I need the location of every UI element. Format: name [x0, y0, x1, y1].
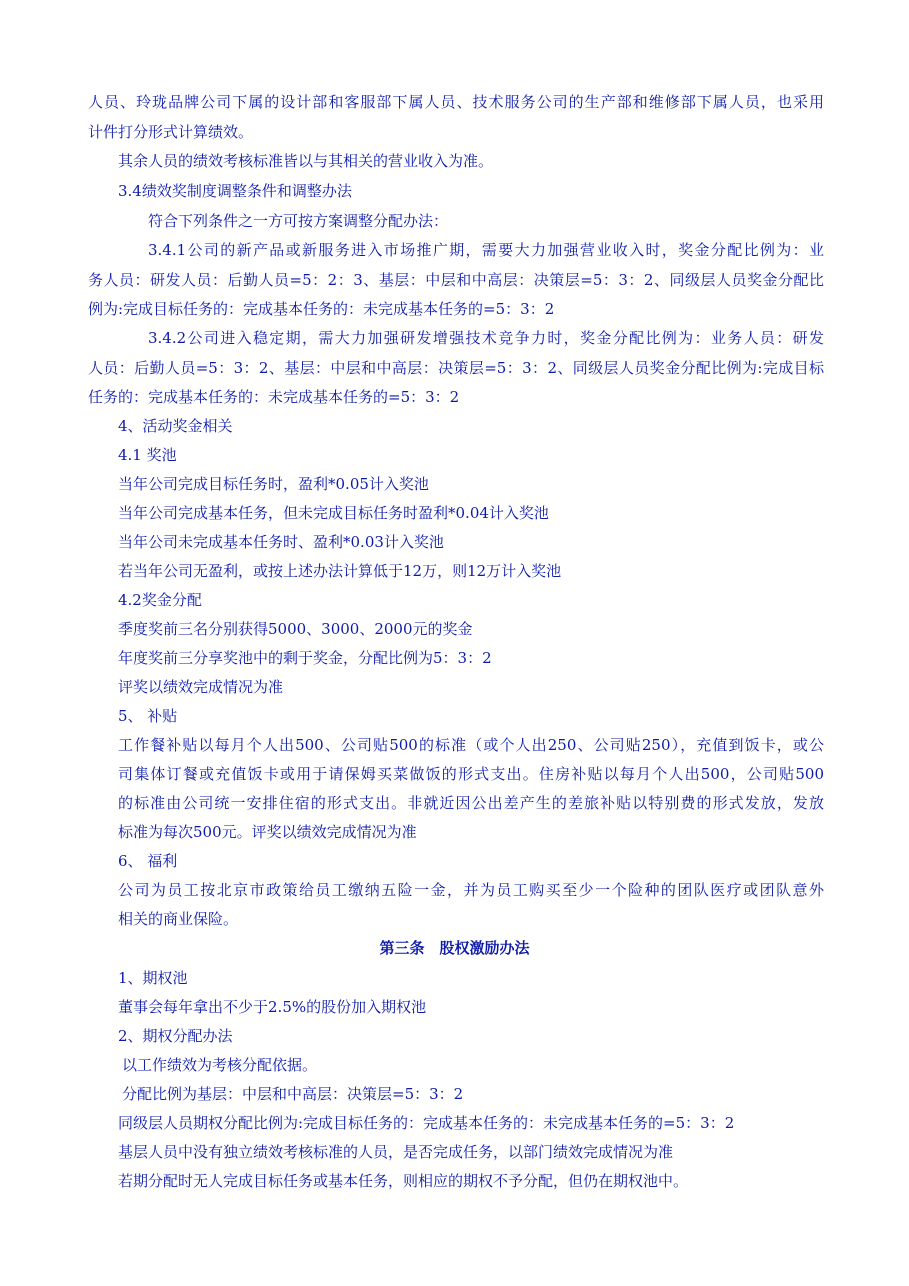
- paragraph-line: 3.4.2公司进入稳定期，需大力加强研发增强技术竞争力时，奖金分配比例为：业务人员：研发: [148, 329, 824, 347]
- paragraph-line: 标准为每次500元。评奖以绩效完成情况为准: [118, 823, 417, 841]
- paragraph-line: 若当年公司无盈利，或按上述办法计算低于12万，则12万计入奖池: [118, 562, 562, 580]
- paragraph-line: 公司为员工按北京市政策给员工缴纳五险一金，并为员工购买至少一个险种的团队医疗或团队意外: [118, 881, 824, 899]
- paragraph-line: 以工作绩效为考核分配依据。: [122, 1056, 318, 1074]
- article-heading: 第三条 股权激励办法: [379, 939, 530, 957]
- paragraph-line: 务人员：研发人员：后勤人员=5：2：3、基层：中层和中高层：决策层=5：3：2、同级层人员奖金分配比: [88, 271, 824, 289]
- paragraph-line: 董事会每年拿出不少于2.5%的股份加入期权池: [118, 998, 427, 1016]
- section-title: 3.4绩效奖制度调整条件和调整办法: [118, 182, 352, 200]
- paragraph-line: 当年公司未完成基本任务时、盈利*0.03计入奖池: [118, 533, 444, 551]
- section-title: 1、期权池: [118, 969, 188, 987]
- section-title: 4.1 奖池: [118, 446, 177, 464]
- paragraph-line: 人员、玲珑品牌公司下属的设计部和客服部下属人员、技术服务公司的生产部和维修部下属人员，也采用: [88, 93, 824, 111]
- section-title: 4.2奖金分配: [118, 591, 202, 609]
- paragraph-line: 相关的商业保险。: [118, 910, 239, 928]
- paragraph-line: 年度奖前三分享奖池中的剩于奖金，分配比例为5：3：2: [118, 649, 492, 667]
- section-title: 2、期权分配办法: [118, 1027, 233, 1045]
- paragraph-line: 当年公司完成基本任务，但未完成目标任务时盈利*0.04计入奖池: [118, 504, 549, 522]
- paragraph-line: 计件打分形式计算绩效。: [88, 123, 254, 141]
- section-title: 4、活动奖金相关: [118, 417, 233, 435]
- paragraph-line: 工作餐补贴以每月个人出500、公司贴500的标准（或个人出250、公司贴250），充值到饭卡，或公: [118, 736, 824, 754]
- paragraph-line: 同级层人员期权分配比例为:完成目标任务的：完成基本任务的：未完成基本任务的=5：3：2: [118, 1114, 735, 1132]
- paragraph-line: 分配比例为基层：中层和中高层：决策层=5：3：2: [122, 1085, 464, 1103]
- paragraph-line: 的标准由公司统一安排住宿的形式支出。非就近因公出差产生的差旅补贴以特别费的形式发放，发放: [118, 794, 824, 812]
- paragraph-line: 3.4.1公司的新产品或新服务进入市场推广期，需要大力加强营业收入时，奖金分配比例为：业: [148, 241, 824, 259]
- paragraph-line: 评奖以绩效完成情况为准: [118, 678, 284, 696]
- section-title: 6、 福利: [118, 852, 178, 870]
- paragraph-line: 人员：后勤人员=5：3：2、基层：中层和中高层：决策层=5：3：2、同级层人员奖金分配比例为:完成目标: [88, 359, 824, 377]
- paragraph-line: 若期分配时无人完成目标任务或基本任务，则相应的期权不予分配，但仍在期权池中。: [118, 1172, 689, 1190]
- paragraph-line: 基层人员中没有独立绩效考核标准的人员，是否完成任务，以部门绩效完成情况为准: [118, 1143, 674, 1161]
- paragraph-line: 其余人员的绩效考核标准皆以与其相关的营业收入为准。: [118, 152, 494, 170]
- paragraph-line: 例为:完成目标任务的：完成基本任务的：未完成基本任务的=5：3：2: [88, 300, 555, 318]
- paragraph-line: 符合下列条件之一方可按方案调整分配办法：: [148, 212, 449, 230]
- paragraph-line: 当年公司完成目标任务时，盈利*0.05计入奖池: [118, 475, 429, 493]
- paragraph-line: 任务的：完成基本任务的：未完成基本任务的=5：3：2: [88, 388, 460, 406]
- section-title: 5、 补贴: [118, 707, 178, 725]
- paragraph-line: 司集体订餐或充值饭卡或用于请保姆买菜做饭的形式支出。住房补贴以每月个人出500，公司贴500: [118, 765, 824, 783]
- paragraph-line: 季度奖前三名分别获得5000、3000、2000元的奖金: [118, 620, 473, 638]
